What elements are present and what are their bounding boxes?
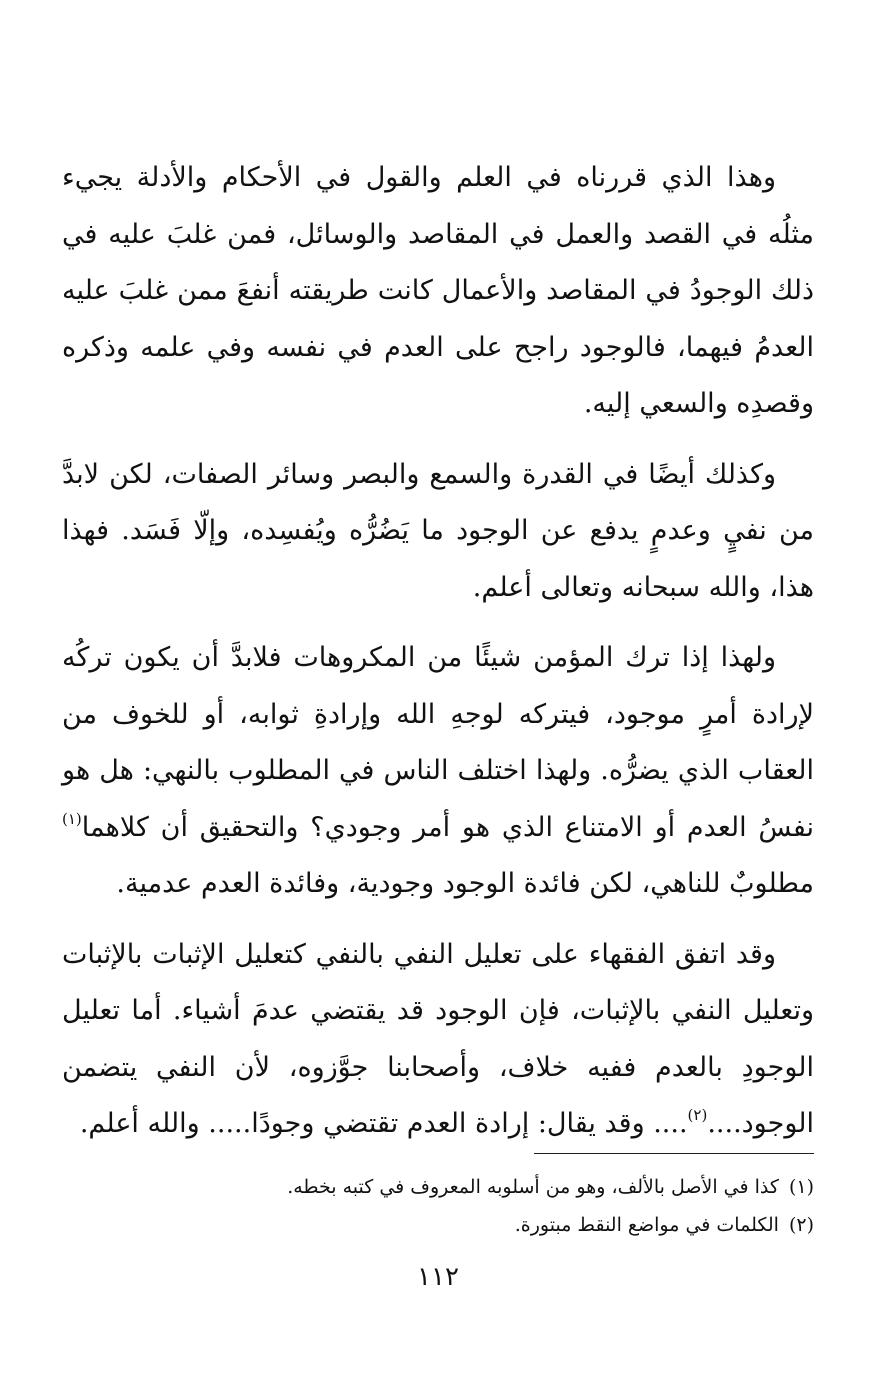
- page-number: ١١٢: [417, 1262, 459, 1292]
- paragraph-2: [62, 447, 814, 617]
- paragraph-4: [62, 927, 814, 1153]
- paragraph-1: [62, 150, 814, 433]
- paragraph-text: وكذلك أيضًا في القدرة والسمع والبصر وسائر الصفات، لكن لابدَّ من نفيٍ وعدمٍ يدفع عن الوجود ما يَضُرُّه ويُفسِده، وإلّا فَسَد. فهذا هذا، والله سبحانه وتعالى أعلم.: [62, 458, 814, 603]
- paragraph-text-end: مطلوبٌ للناهي، لكن فائدة الوجود وجودية، وفائدة العدم عدمية.: [116, 868, 814, 899]
- book-page: [62, 150, 814, 1330]
- footnote-mark: (١): [788, 1176, 814, 1198]
- paragraph-text-end: .... وقد يقال: إرادة العدم تقتضي وجودًا..... والله أعلم.: [79, 1108, 688, 1139]
- footnote-reference-1: (١): [62, 809, 82, 828]
- main-text: [62, 150, 814, 1153]
- footnote-1: [62, 1168, 814, 1206]
- footnote-mark: (٢): [788, 1214, 814, 1236]
- footnote-2: [62, 1206, 814, 1244]
- footnote-text: الكلمات في مواضع النقط مبتورة.: [514, 1214, 779, 1236]
- footnote-text: كذا في الأصل بالألف، وهو من أسلوبه المعروف في كتبه بخطه.: [287, 1176, 779, 1198]
- paragraph-text: وهذا الذي قررناه في العلم والقول في الأحكام والأدلة يجيء مثلُه في القصد والعمل في المقاصد والوسائل، فمن غلبَ عليه في ذلك الوجودُ في المقاصد والأعمال كانت طريقته أنفعَ ممن غلبَ عليه العدمُ فيهما، فالوجود راجح على العدم في نفسه وفي علمه وذكره وقصدِه والسعي إليه.: [62, 162, 814, 419]
- paragraph-text-start: وقد اتفق الفقهاء على تعليل النفي بالنفي كتعليل الإثبات بالإثبات وتعليل النفي بالإثبات، فإن الوجود قد يقتضي عدمَ أشياء. أما تعليل الوجودِ بالعدم ففيه خلاف، وأصحابنا جوَّزوه، لأن النفي يتضمن الوجود....: [62, 938, 814, 1139]
- paragraph-3: [62, 630, 814, 913]
- paragraph-text-start: ولهذا إذا ترك المؤمن شيئًا من المكروهات فلابدَّ أن يكون تركُه لإرادة أمرٍ موجود، فيتركه لوجهِ الله وإرادةِ ثوابه، أو للخوف من العقاب الذي يضرُّه. ولهذا اختلف الناس في المطلوب بالنهي: هل هو نفسُ العدم أو الامتناع الذي هو أمر وجودي؟ والتحقيق أن كلاهما: [62, 642, 814, 843]
- footnotes: [62, 1168, 814, 1244]
- footnote-divider: [534, 1153, 814, 1154]
- footnote-reference-2: (٢): [687, 1106, 708, 1124]
